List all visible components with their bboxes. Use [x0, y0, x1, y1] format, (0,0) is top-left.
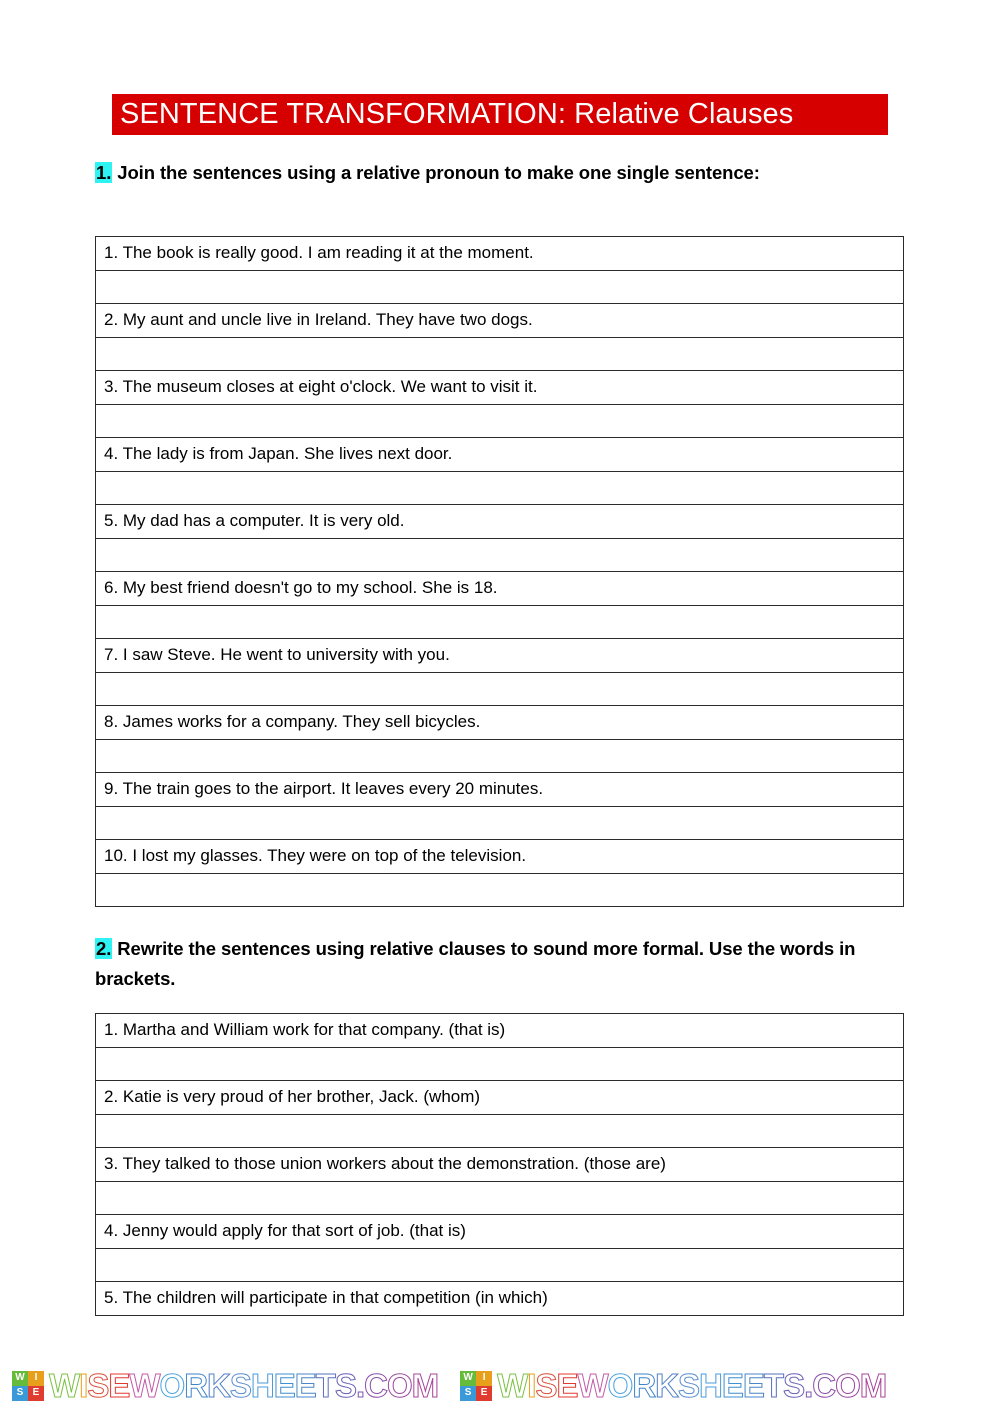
wiseworksheets-logo-icon: [460, 1371, 492, 1401]
question-cell: 8. James works for a company. They sell bicycles.: [96, 706, 904, 740]
question-cell: 1. Martha and William work for that company. (that is): [96, 1014, 904, 1048]
question-cell: 5. My dad has a computer. It is very old.: [96, 505, 904, 539]
question-cell: 2. My aunt and uncle live in Ireland. They have two dogs.: [96, 304, 904, 338]
watermark-letter: S: [783, 1367, 805, 1404]
table-row[interactable]: [96, 1182, 904, 1215]
watermark-letter: E: [294, 1367, 316, 1404]
question-cell: 3. They talked to those union workers about the demonstration. (those are): [96, 1148, 904, 1182]
watermark-letter: T: [315, 1367, 335, 1404]
watermark-letter: R: [184, 1367, 208, 1404]
watermark-letter: C: [364, 1367, 387, 1404]
watermark-letter: S: [535, 1367, 557, 1404]
watermark-text-1: [49, 1369, 438, 1402]
watermark-letter: .: [804, 1367, 813, 1404]
answer-cell[interactable]: [96, 673, 904, 706]
question-cell: 10. I lost my glasses. They were on top of the television.: [96, 840, 904, 874]
answer-cell[interactable]: [96, 472, 904, 505]
watermark-1: [12, 1369, 438, 1402]
table-row[interactable]: [96, 807, 904, 840]
table-row: [96, 237, 904, 271]
section-2-table-body: [96, 1014, 904, 1316]
logo-letter: E: [476, 1386, 492, 1401]
logo-letter: S: [460, 1386, 476, 1401]
table-row: [96, 505, 904, 539]
section-2-number: 2.: [96, 938, 112, 959]
watermark-letter: S: [87, 1367, 109, 1404]
table-row[interactable]: [96, 472, 904, 505]
table-row[interactable]: [96, 874, 904, 907]
watermark-letter: M: [411, 1367, 439, 1404]
table-row: [96, 438, 904, 472]
watermark-letter: R: [632, 1367, 656, 1404]
section-1-table-body: [96, 237, 904, 907]
watermark-letter: W: [497, 1367, 528, 1404]
answer-cell[interactable]: [96, 1249, 904, 1282]
watermark-letter: W: [577, 1367, 608, 1404]
answer-cell[interactable]: [96, 1048, 904, 1081]
logo-letter: W: [460, 1371, 476, 1386]
wiseworksheets-logo-icon: [12, 1371, 44, 1401]
question-cell: 4. Jenny would apply for that sort of job. (that is): [96, 1215, 904, 1249]
watermark-letter: H: [250, 1367, 274, 1404]
question-cell: 7. I saw Steve. He went to university with you.: [96, 639, 904, 673]
watermark-letter: W: [49, 1367, 80, 1404]
watermark-letter: I: [79, 1367, 88, 1404]
logo-letter: S: [12, 1386, 28, 1401]
section-2-instruction: Rewrite the sentences using relative clauses to sound more formal. Use the words in brackets.: [95, 938, 856, 989]
watermark-letter: H: [699, 1367, 722, 1404]
answer-cell[interactable]: [96, 1182, 904, 1215]
page-title: SENTENCE TRANSFORMATION: Relative Clauses: [120, 98, 794, 130]
watermark-letter: E: [742, 1367, 764, 1404]
watermark-letter: E: [556, 1367, 578, 1404]
watermark-letter: S: [678, 1367, 700, 1404]
table-row: [96, 1148, 904, 1182]
question-cell: 1. The book is really good. I am reading it at the moment.: [96, 237, 904, 271]
logo-letter: I: [28, 1371, 44, 1386]
table-row: [96, 1282, 904, 1316]
answer-cell[interactable]: [96, 338, 904, 371]
table-row: [96, 304, 904, 338]
table-row[interactable]: [96, 1249, 904, 1282]
table-row: [96, 371, 904, 405]
watermark-letter: I: [527, 1367, 536, 1404]
question-cell: 9. The train goes to the airport. It leaves every 20 minutes.: [96, 773, 904, 807]
table-row: [96, 1014, 904, 1048]
answer-cell[interactable]: [96, 405, 904, 438]
answer-cell[interactable]: [96, 606, 904, 639]
watermark-letter: O: [607, 1367, 633, 1404]
table-row[interactable]: [96, 271, 904, 304]
table-row[interactable]: [96, 606, 904, 639]
table-row: [96, 840, 904, 874]
table-row: [96, 1081, 904, 1115]
table-row[interactable]: [96, 405, 904, 438]
question-cell: 5. The children will participate in that competition (in which): [96, 1282, 904, 1316]
table-row[interactable]: [96, 1048, 904, 1081]
page-title-banner: [112, 94, 888, 135]
table-row: [96, 773, 904, 807]
answer-cell[interactable]: [96, 271, 904, 304]
watermark-letter: W: [129, 1367, 160, 1404]
watermark-letter: E: [721, 1367, 743, 1404]
table-row[interactable]: [96, 673, 904, 706]
watermark-2: [460, 1369, 886, 1402]
watermark-letter: S: [334, 1367, 356, 1404]
section-1-instruction: Join the sentences using a relative pronoun to make one single sentence:: [117, 162, 760, 183]
logo-letter: I: [476, 1371, 492, 1386]
section-1-table: [95, 236, 904, 907]
watermark-letter: E: [108, 1367, 130, 1404]
watermark-letter: .: [355, 1367, 365, 1404]
watermark-letter: O: [835, 1367, 860, 1404]
answer-cell[interactable]: [96, 874, 904, 907]
section-1-heading: [95, 158, 895, 188]
watermark-letter: T: [763, 1367, 784, 1404]
watermark-letter: O: [159, 1367, 185, 1404]
watermark-letter: K: [207, 1367, 230, 1404]
answer-cell[interactable]: [96, 539, 904, 572]
answer-cell[interactable]: [96, 740, 904, 773]
section-1-number: 1.: [96, 162, 112, 183]
logo-letter: E: [28, 1386, 44, 1401]
watermark-letter: O: [386, 1367, 412, 1404]
watermark-letter: S: [229, 1367, 251, 1404]
table-row[interactable]: [96, 338, 904, 371]
question-cell: 3. The museum closes at eight o'clock. We want to visit it.: [96, 371, 904, 405]
table-row: [96, 572, 904, 606]
table-row: [96, 1215, 904, 1249]
section-2-table: [95, 1013, 904, 1316]
watermark-text-2: [497, 1369, 886, 1402]
question-cell: 6. My best friend doesn't go to my school. She is 18.: [96, 572, 904, 606]
watermark-letter: K: [655, 1367, 679, 1404]
table-row[interactable]: [96, 539, 904, 572]
answer-cell[interactable]: [96, 1115, 904, 1148]
watermark-letter: C: [812, 1367, 836, 1404]
watermark-letter: E: [273, 1367, 295, 1404]
table-row: [96, 706, 904, 740]
footer-watermark-bar: [0, 1358, 1000, 1413]
watermark-letter: M: [859, 1367, 887, 1404]
section-2-heading: [95, 934, 895, 994]
answer-cell[interactable]: [96, 807, 904, 840]
table-row[interactable]: [96, 1115, 904, 1148]
question-cell: 2. Katie is very proud of her brother, Jack. (whom): [96, 1081, 904, 1115]
table-row[interactable]: [96, 740, 904, 773]
question-cell: 4. The lady is from Japan. She lives next door.: [96, 438, 904, 472]
logo-letter: W: [12, 1371, 28, 1386]
table-row: [96, 639, 904, 673]
